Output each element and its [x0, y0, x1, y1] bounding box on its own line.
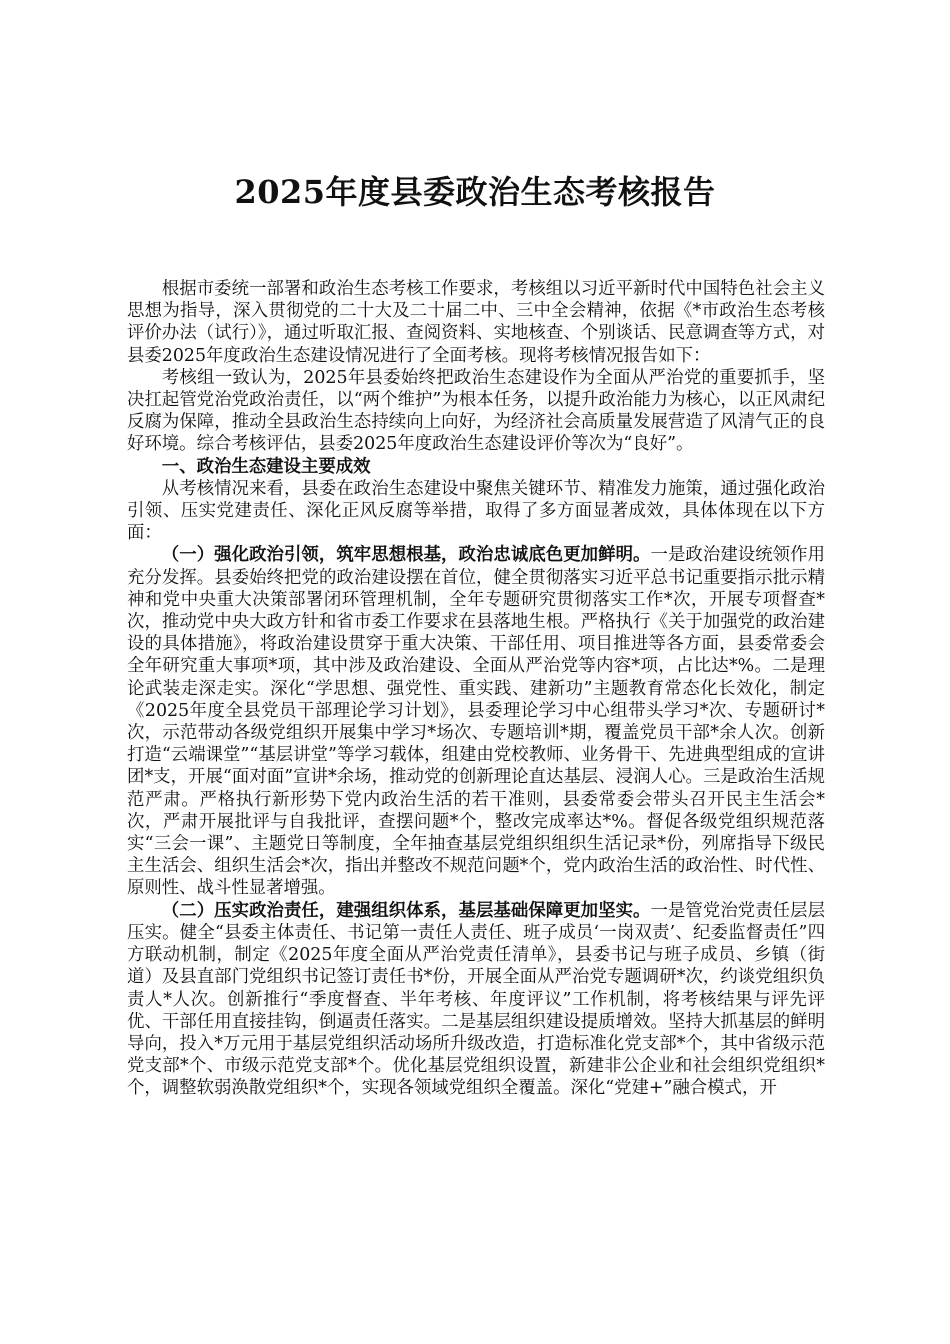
part-1-heading: （一）强化政治引领，筑牢思想根基，政治忠诚底色更加鲜明。 [161, 545, 651, 566]
part-2-text: 一是管党治党责任层层压实。健全“县委主体责任、书记第一责任人责任、班子成员‘一岗双责’、纪委监督责任”四方联动机制，制定《2025年度全面从严治党责任清单》，县委书记与班子成员、乡镇（街道）及县直部门党组织书记签订责任书*份，开展全面从严治党专题调研*次，约谈党组织负责人*人次。创新推行“季度督查、半年考核、年度评议”工作机制，将考核结果与评先评优、干部任用直接挂钩，倒逼责任落实。二是基层组织建设提质增效。坚持大抓基层的鲜明导向，投入*万元用于基层党组织活动场所升级改造，打造标准化党支部*个，其中省级示范党支部*个、市级示范党支部*个。优化基层党组织设置，新建非公企业和社会组织党组织*个，调整软弱涣散党组织*个，实现各领域党组织全覆盖。深化“党建+”融合模式，开 [127, 900, 825, 1099]
intro-paragraph-2: 考核组一致认为，2025年县委始终把政治生态建设作为全面从严治党的重要抓手，坚决扛起管党治党政治责任，以“两个维护”为根本任务，以提升政治能力为核心，以正风肃纪反腐为保障，推动全县政治生态持续向上向好，为经济社会高质量发展营造了风清气正的良好环境。综合考核评估，县委2025年度政治生态建设评价等次为“良好”。 [127, 367, 825, 455]
part-2-heading: （二）压实政治责任，建强组织体系，基层基础保障更加坚实。 [161, 900, 651, 921]
document-title: 2025年度县委政治生态考核报告 [234, 173, 716, 211]
document-body [127, 278, 825, 1100]
intro-paragraph-1: 根据市委统一部署和政治生态考核工作要求，考核组以习近平新时代中国特色社会主义思想为指导，深入贯彻党的二十大及二十届二中、三中全会精神，依据《*市政治生态考核评价办法（试行）》，通过听取汇报、查阅资料、实地核查、个别谈话、民意调查等方式，对县委2025年度政治生态建设情况进行了全面考核。现将考核情况报告如下： [127, 279, 825, 366]
part-1-paragraph [127, 544, 825, 899]
part-1-text: 一是政治建设统领作用充分发挥。县委始终把党的政治建设摆在首位，健全贯彻落实习近平总书记重要指示批示精神和党中央重大决策部署闭环管理机制，全年专题研究贯彻落实工作*次，开展专项督查*次，推动党中央大政方针和省市委工作要求在县落地生根。严格执行《关于加强党的政治建设的具体措施》，将政治建设贯穿于重大决策、干部任用、项目推进等各方面，县委常委会全年研究重大事项*项，其中涉及政治建设、全面从严治党等内容*项，占比达*%。二是理论武装走深走实。深化“学思想、强党性、重实践、建新功”主题教育常态化长效化，制定《2025年度全县党员干部理论学习计划》，县委理论学习中心组带头学习*次、专题研讨*次，示范带动各级党组织开展集中学习*场次、专题培训*期，覆盖党员干部*余人次。创新打造“云端课堂”“基层讲堂”等学习载体，组建由党校教师、业务骨干、先进典型组成的宣讲团*支，开展“面对面”宣讲*余场，推动党的创新理论直达基层、浸润人心。三是政治生活规范严肃。严格执行新形势下党内政治生活的若干准则，县委常委会带头召开民主生活会*次，严肃开展批评与自我批评，查摆问题*个，整改完成率达*%。督促各级党组织规范落实“三会一课”、主题党日等制度，全年抽查基层党组织组织生活记录*份，列席指导下级民主生活会、组织生活会*次，指出并整改不规范问题*个，党内政治生活的政治性、时代性、原则性、战斗性显著增强。 [127, 545, 825, 899]
section-intro-paragraph: 从考核情况来看，县委在政治生态建设中聚焦关键环节、精准发力施策，通过强化政治引领、压实党建责任、深化正风反腐等举措，取得了多方面显著成效，具体体现在以下方面： [127, 478, 825, 544]
section-heading: 一、政治生态建设主要成效 [161, 456, 371, 477]
part-2-paragraph [127, 900, 825, 1100]
